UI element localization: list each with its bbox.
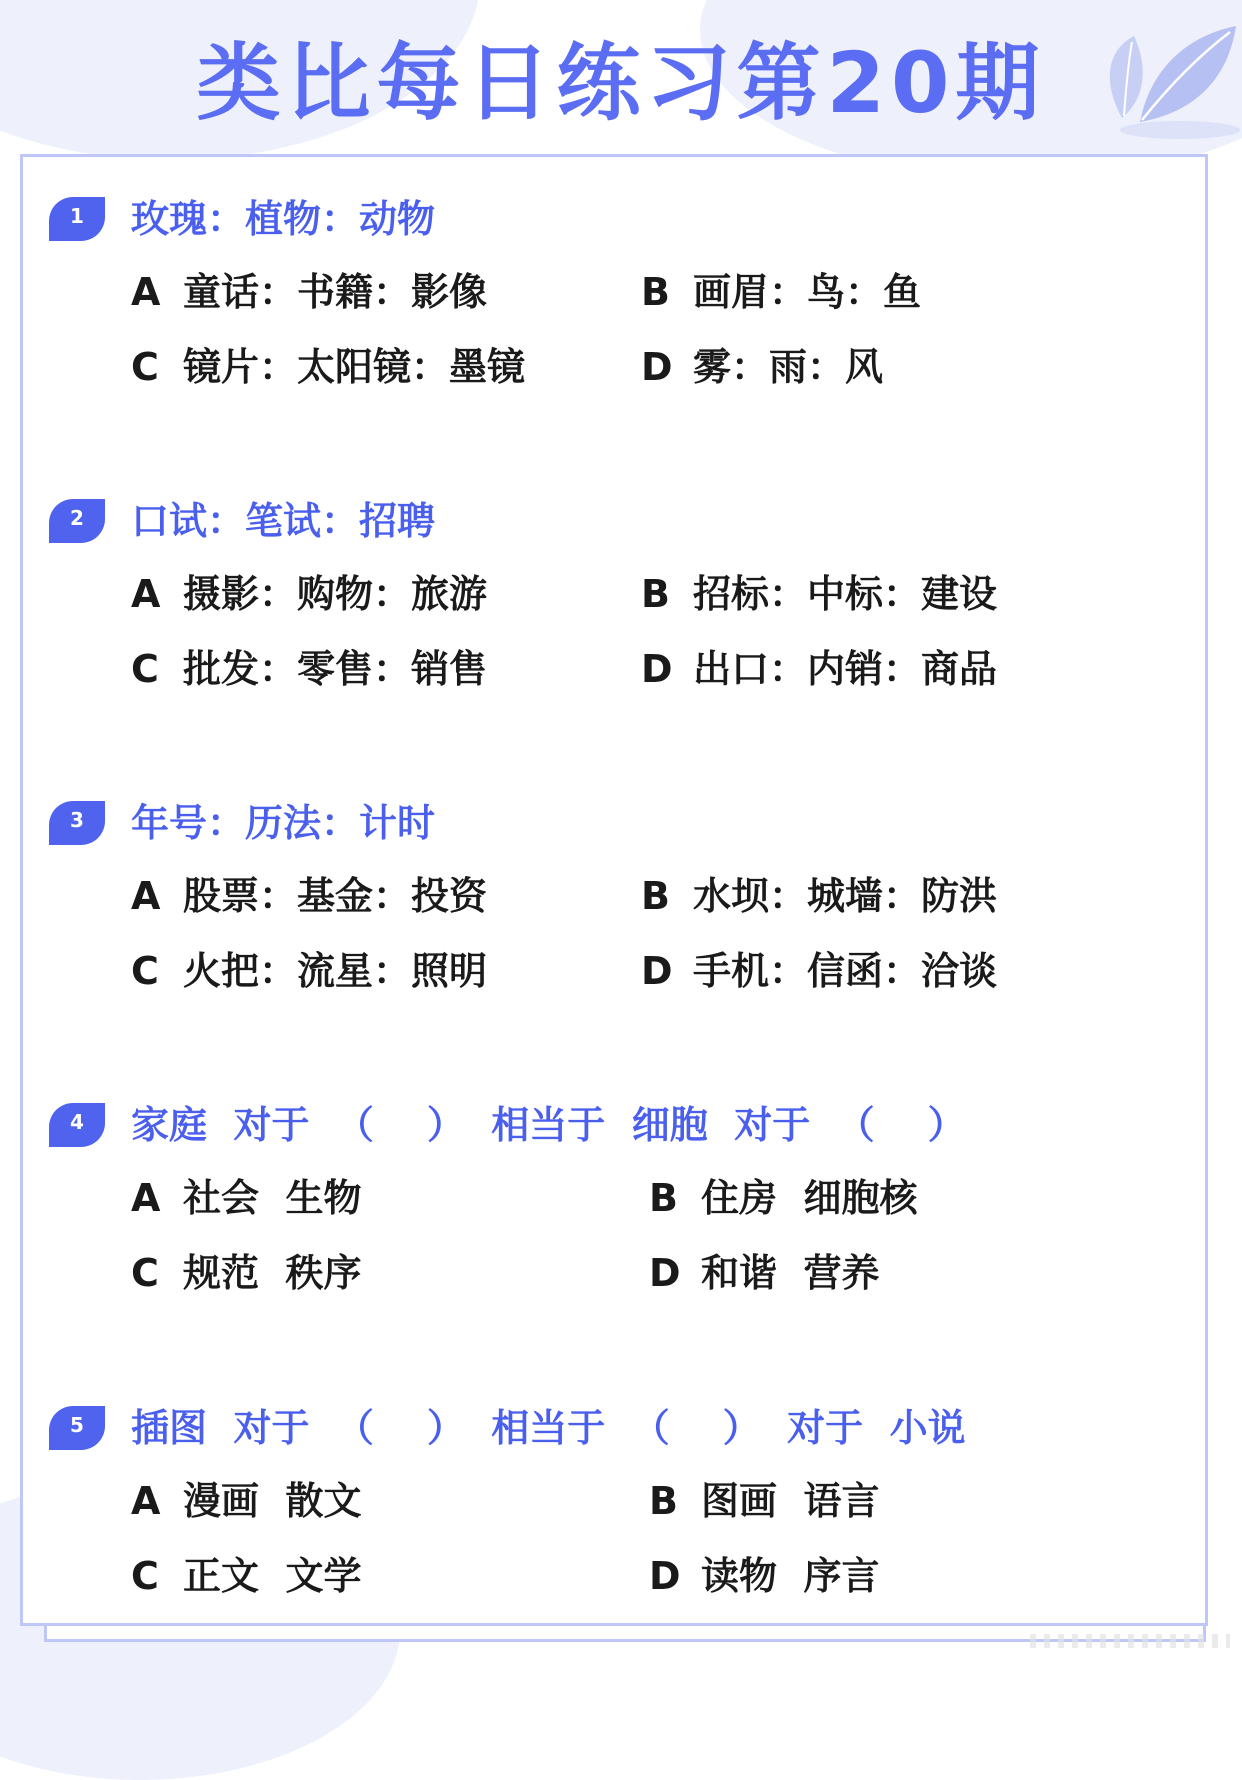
option-text: 批发：零售：销售	[183, 647, 488, 691]
option-letter: C	[131, 1554, 159, 1598]
option-d[interactable]	[641, 943, 997, 999]
question-number-badge: 5	[49, 1406, 105, 1450]
option-c[interactable]	[131, 339, 525, 395]
question-3	[23, 765, 1211, 995]
question-1	[23, 161, 1211, 391]
option-a[interactable]	[131, 1473, 361, 1529]
question-stem: 家庭 对于 （ ） 相当于 细胞 对于 （ ）	[131, 1103, 966, 1147]
option-b[interactable]	[649, 1170, 917, 1226]
option-text: 招标：中标：建设	[693, 572, 998, 616]
option-text: 镜片：太阳镜：墨镜	[183, 345, 526, 389]
option-text: 雾：雨：风	[693, 345, 884, 389]
option-text: 读物 序言	[701, 1554, 880, 1598]
option-b[interactable]	[641, 566, 997, 622]
option-letter: D	[649, 1251, 681, 1295]
question-4	[23, 1067, 1211, 1297]
option-letter: C	[131, 647, 159, 691]
option-text: 漫画 散文	[183, 1479, 362, 1523]
option-text: 出口：内销：商品	[693, 647, 998, 691]
option-d[interactable]	[649, 1245, 879, 1301]
question-2	[23, 463, 1211, 693]
option-letter: C	[131, 949, 159, 993]
option-text: 社会 生物	[183, 1176, 362, 1220]
option-text: 图画 语言	[701, 1479, 880, 1523]
option-letter: D	[649, 1554, 681, 1598]
option-letter: D	[641, 949, 673, 993]
option-letter: D	[641, 345, 673, 389]
question-number-badge: 1	[49, 197, 105, 241]
option-letter: A	[131, 1479, 161, 1523]
option-letter: B	[641, 874, 670, 918]
option-text: 和谐 营养	[701, 1251, 880, 1295]
option-b[interactable]	[641, 868, 997, 924]
option-d[interactable]	[641, 339, 883, 395]
option-d[interactable]	[641, 641, 997, 697]
option-c[interactable]	[131, 641, 487, 697]
option-a[interactable]	[131, 264, 487, 320]
question-stem: 年号：历法：计时	[131, 801, 436, 845]
option-d[interactable]	[649, 1548, 879, 1604]
option-b[interactable]	[649, 1473, 879, 1529]
question-stem: 插图 对于 （ ） 相当于 （ ） 对于 小说	[131, 1406, 966, 1450]
question-number-badge: 4	[49, 1103, 105, 1147]
option-text: 火把：流星：照明	[183, 949, 488, 993]
option-letter: B	[649, 1479, 678, 1523]
option-a[interactable]	[131, 566, 487, 622]
option-letter: B	[641, 572, 670, 616]
option-text: 画眉：鸟：鱼	[693, 270, 922, 314]
option-letter: A	[131, 1176, 161, 1220]
option-letter: A	[131, 874, 161, 918]
option-c[interactable]	[131, 943, 487, 999]
option-c[interactable]	[131, 1245, 361, 1301]
question-card	[20, 154, 1208, 1626]
option-text: 正文 文学	[183, 1554, 362, 1598]
option-text: 童话：书籍：影像	[183, 270, 488, 314]
option-text: 手机：信函：洽谈	[693, 949, 998, 993]
option-c[interactable]	[131, 1548, 361, 1604]
option-letter: B	[641, 270, 670, 314]
option-text: 股票：基金：投资	[183, 874, 488, 918]
watermark	[1030, 1634, 1230, 1648]
option-letter: B	[649, 1176, 678, 1220]
option-letter: C	[131, 345, 159, 389]
question-number-badge: 2	[49, 499, 105, 543]
question-number-badge: 3	[49, 801, 105, 845]
question-stem: 口试：笔试：招聘	[131, 499, 436, 543]
option-letter: D	[641, 647, 673, 691]
option-a[interactable]	[131, 1170, 361, 1226]
option-letter: A	[131, 270, 161, 314]
option-a[interactable]	[131, 868, 487, 924]
question-stem: 玫瑰：植物：动物	[131, 197, 436, 241]
option-b[interactable]	[641, 264, 921, 320]
option-text: 水坝：城墙：防洪	[693, 874, 998, 918]
option-text: 规范 秩序	[183, 1251, 362, 1295]
option-letter: A	[131, 572, 161, 616]
page-title: 类比每日练习第20期	[196, 34, 1046, 132]
question-5	[23, 1370, 1211, 1600]
option-text: 住房 细胞核	[701, 1176, 918, 1220]
option-letter: C	[131, 1251, 159, 1295]
option-text: 摄影：购物：旅游	[183, 572, 488, 616]
